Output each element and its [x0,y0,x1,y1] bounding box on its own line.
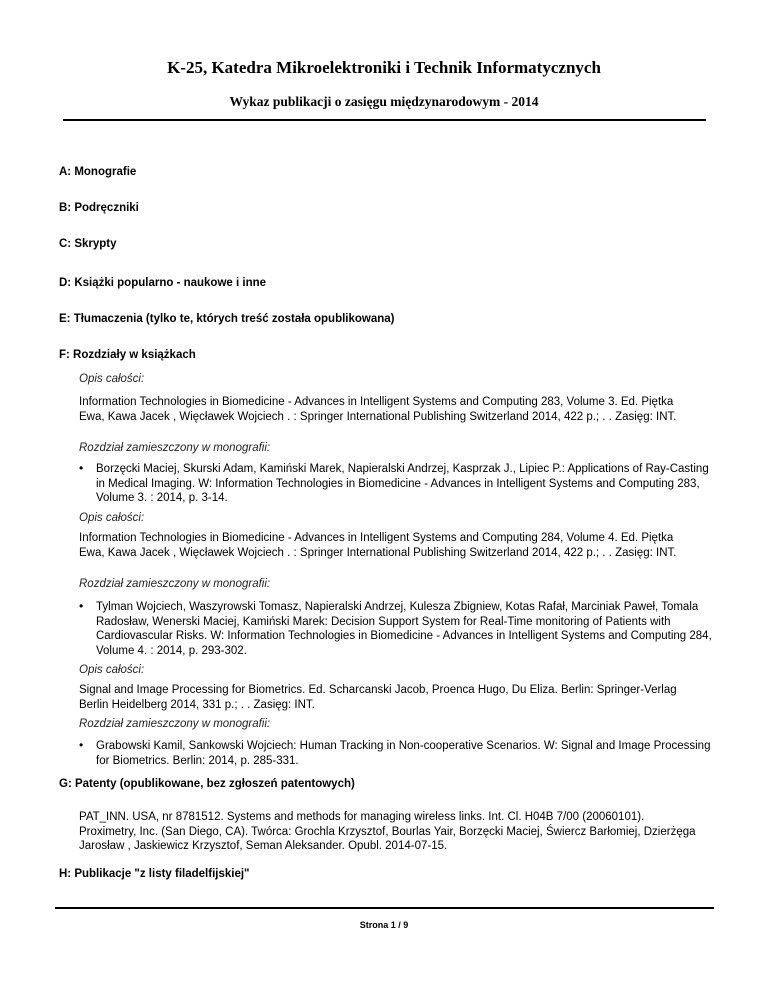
chapter-label: Rozdział zamieszczony w monografii: [79,578,271,590]
description-label: Opis całości: [79,664,145,676]
chapter-label: Rozdział zamieszczony w monografii: [79,718,271,730]
section-heading-c: C: Skrypty [59,238,117,250]
section-heading-g: G: Patenty (opublikowane, bez zgłoszeń patentowych) [59,778,355,790]
page-subtitle: Wykaz publikacji o zasięgu międzynarodowym - 2014 [229,94,539,109]
bullet-icon: • [79,461,84,475]
book-description: Signal and Image Processing for Biometrics. Ed. Scharcanski Jacob, Proenca Hugo, Du Eliza. Berlin: Springer-Verlag Berlin Heidelberg 2014, 331 p.; . . Zasięg: INT. [79,684,677,711]
page-title: K-25, Katedra Mikroelektroniki i Technik Informatycznych [167,58,601,77]
patent-entry: PAT_INN. USA, nr 8781512. Systems and methods for managing wireless links. Int. Cl. H04B 7/00 (20060101). Proximetry, Inc. (San Diego, CA). Twórca: Grochla Krzysztof, Bourlas Yair, Borzęcki Maciej, Świercz Barłomiej, Dzierżęga Jarosław , Jaskiewicz Krzysztof, Seman Aleksander. Opubl. 2014-07-15. [79,811,696,852]
list-item [79,600,719,658]
section-heading-e: E: Tłumaczenia (tylko te, których treść została opublikowana) [59,313,395,325]
section-heading-d: D: Książki popularno - naukowe i inne [59,277,267,289]
section-heading-a: A: Monografie [59,166,137,178]
description-label: Opis całości: [79,512,145,524]
bullet-icon: • [79,738,84,752]
bullet-icon: • [79,599,84,613]
chapter-entry: Borzęcki Maciej, Skurski Adam, Kamiński Marek, Napieralski Andrzej, Kasprzak J., Lipiec P.: Applications of Ray-Casting in Medical Imaging. W: Information Technologies in Biomedicine - Advances in Intelligent Systems and Computing 283, Volume 3. : 2014, p. 3-14. [96,463,709,504]
header-divider [63,119,706,121]
description-label: Opis całości: [79,373,145,385]
section-heading-h: H: Publikacje "z listy filadelfijskiej" [59,868,250,880]
chapter-entry: Tylman Wojciech, Waszyrowski Tomasz, Napieralski Andrzej, Kulesza Zbigniew, Kotas Rafał, Marciniak Paweł, Tomala Radosław, Wenerski Maciej, Kamiński Marek: Decision Support System for Real-Time monitoring of Patients with Cardiovascular Risks. W: Information Technologies in Biomedicine - Advances in Intelligent Systems and Computing 284, Volume 4. : 2014, p. 293-302. [96,601,712,657]
book-description: Information Technologies in Biomedicine - Advances in Intelligent Systems and Computing 283, Volume 3. Ed. Piętka Ewa, Kawa Jacek , Więcławek Wojciech . : Springer International Publishing Switzerland 2014, 422 p.; . . Zasięg: INT. [79,396,677,423]
chapter-label: Rozdział zamieszczony w monografii: [79,442,271,454]
book-description: Information Technologies in Biomedicine - Advances in Intelligent Systems and Computing 284, Volume 4. Ed. Piętka Ewa, Kawa Jacek , Więcławek Wojciech . : Springer International Publishing Switzerland 2014, 422 p.; . . Zasięg: INT. [79,532,677,559]
chapter-entry: Grabowski Kamil, Sankowski Wojciech: Human Tracking in Non-cooperative Scenarios. W: Signal and Image Processing for Biometrics. Berlin: 2014, p. 285-331. [96,740,711,767]
list-item [79,739,719,768]
section-heading-b: B: Podręczniki [59,202,139,214]
page-number: Strona 1 / 9 [359,920,409,930]
list-item [79,462,719,506]
footer-divider [55,907,714,909]
section-heading-f: F: Rozdziały w książkach [59,349,196,361]
